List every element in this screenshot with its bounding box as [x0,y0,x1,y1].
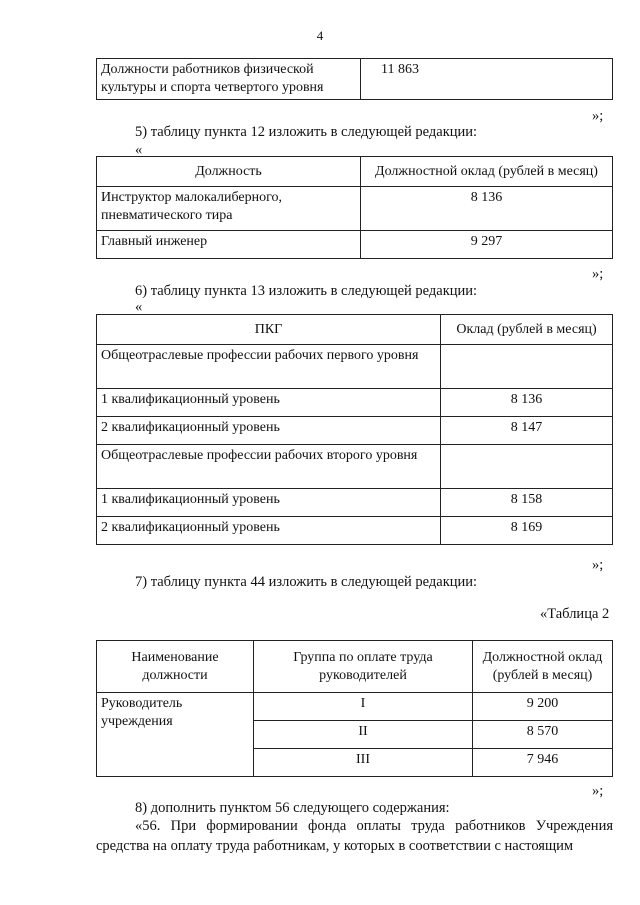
table-12 [96,156,613,259]
open-quote: « [135,142,143,158]
table-cell-value: 9 200 [473,693,613,721]
column-header: Должностной оклад (рублей в месяц) [473,641,613,693]
table-row [97,59,613,100]
column-header: Наименование должности [97,641,254,693]
table-cell-level: 2 квалификационный уровень [97,517,441,545]
table-row [97,417,613,445]
table-cell-group: II [254,721,473,749]
item-6-text: 6) таблицу пункта 13 изложить в следующей редакции: [135,283,478,299]
table-cell-value: 8 570 [473,721,613,749]
item-5-text: 5) таблицу пункта 12 изложить в следующей редакции: [135,124,478,140]
table-cell-value: 7 946 [473,749,613,777]
table-cell-level: 1 квалификационный уровень [97,489,441,517]
table-top [96,58,613,100]
table-header-row [97,641,613,693]
table-group-row [97,345,613,389]
table-cell-level: 1 квалификационный уровень [97,389,441,417]
table-cell-value: 8 158 [441,489,613,517]
table-cell-value: 8 136 [361,187,613,231]
table-cell-group: I [254,693,473,721]
group-title: Общеотраслевые профессии рабочих второго уровня [97,445,441,489]
table-row [97,489,613,517]
table-13 [96,314,613,545]
table-row [97,693,613,721]
paragraph-56: «56. При формировании фонда оплаты труда работников Учреждения средства на оплату труда работникам, у которых в соответствии с настоящим [96,818,613,854]
table-cell-position: Руководитель учреждения [97,693,254,777]
item-8-text: 8) дополнить пунктом 56 следующего содержания: [135,800,450,816]
table-cell-position: Инструктор малокалиберного, пневматического тира [97,187,361,231]
column-header: Группа по оплате труда руководителей [254,641,473,693]
table-cell-position: Главный инженер [97,231,361,259]
table-44 [96,640,613,777]
close-quote: »; [592,266,604,282]
column-header: Должность [97,157,361,187]
group-title: Общеотраслевые профессии рабочих первого уровня [97,345,441,389]
close-quote: »; [592,557,604,573]
open-quote: « [135,299,143,315]
table-cell-value: 8 169 [441,517,613,545]
column-header: Оклад (рублей в месяц) [441,315,613,345]
table-cell-value: 11 863 [361,59,613,100]
column-header: ПКГ [97,315,441,345]
close-quote: »; [592,108,604,124]
table-cell-value: 8 136 [441,389,613,417]
item-7-text: 7) таблицу пункта 44 изложить в следующей редакции: [135,574,478,590]
table-row [97,231,613,259]
table-cell-value: 8 147 [441,417,613,445]
table-cell-level: 2 квалификационный уровень [97,417,441,445]
close-quote: »; [592,783,604,799]
column-header: Должностной оклад (рублей в месяц) [361,157,613,187]
page-number: 4 [316,28,324,43]
table-cell-position: Должности работников физической культуры и спорта четвертого уровня [97,59,361,100]
table-row [97,517,613,545]
table-header-row [97,157,613,187]
table-cell-value: 9 297 [361,231,613,259]
table-caption: «Таблица 2 [540,606,610,622]
table-row [97,389,613,417]
table-row [97,187,613,231]
table-header-row [97,315,613,345]
table-cell-group: III [254,749,473,777]
table-group-row [97,445,613,489]
